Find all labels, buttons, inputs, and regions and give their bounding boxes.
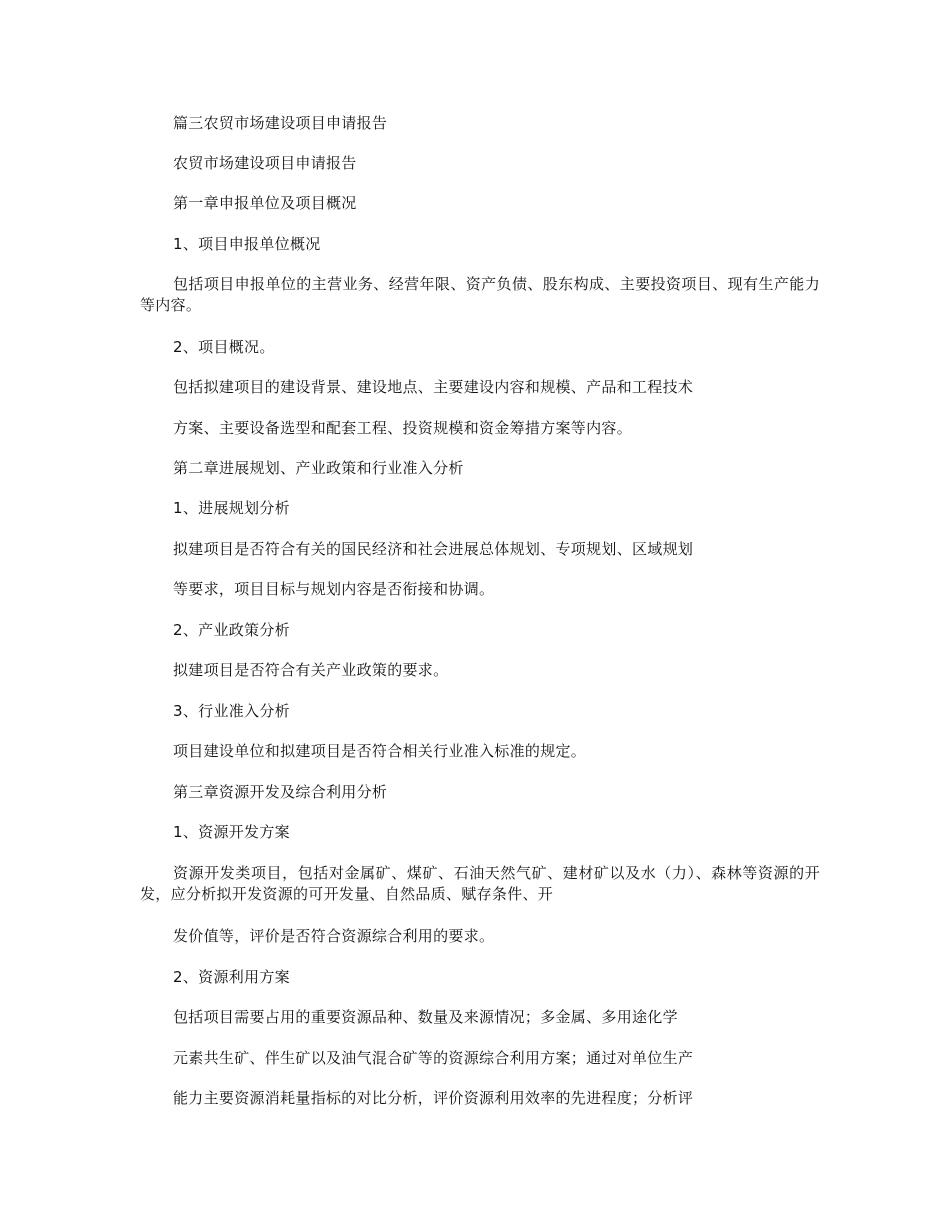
chapter-heading: 第一章申报单位及项目概况 (173, 194, 357, 212)
section-heading: 1、项目申报单位概况 (173, 235, 321, 253)
paragraph: 资源开发类项目，包括对金属矿、煤矿、石油天然气矿、建材矿以及水（力）、森林等资源的开发，应分析拟开发资源的可开发量、自然品质、赋存条件、开 (140, 864, 820, 903)
paragraph: 拟建项目是否符合有关的国民经济和社会进展总体规划、专项规划、区域规划 (173, 540, 694, 558)
document-title: 篇三农贸市场建设项目申请报告 (173, 114, 388, 132)
paragraph: 发价值等，评价是否符合资源综合利用的要求。 (173, 927, 495, 945)
paragraph: 包括项目需要占用的重要资源品种、数量及来源情况；多金属、多用途化学 (173, 1008, 678, 1026)
paragraph: 包括项目申报单位的主营业务、经营年限、资产负债、股东构成、主要投资项目、现有生产能力等内容。 (140, 275, 820, 314)
paragraph: 等要求，项目目标与规划内容是否衔接和协调。 (173, 580, 495, 598)
chapter-heading: 第二章进展规划、产业政策和行业准入分析 (173, 459, 464, 477)
report-title: 农贸市场建设项目申请报告 (173, 154, 357, 172)
paragraph: 方案、主要设备选型和配套工程、投资规模和资金筹措方案等内容。 (173, 419, 633, 437)
paragraph: 项目建设单位和拟建项目是否符合相关行业准入标准的规定。 (173, 742, 587, 760)
section-heading: 1、进展规划分析 (173, 499, 290, 517)
paragraph: 包括拟建项目的建设背景、建设地点、主要建设内容和规模、产品和工程技术 (173, 378, 694, 396)
paragraph: 拟建项目是否符合有关产业政策的要求。 (173, 661, 449, 679)
paragraph: 元素共生矿、伴生矿以及油气混合矿等的资源综合利用方案；通过对单位生产 (173, 1049, 694, 1067)
section-heading: 2、项目概况。 (173, 338, 275, 356)
section-heading: 2、资源利用方案 (173, 968, 290, 986)
paragraph: 能力主要资源消耗量指标的对比分析，评价资源利用效率的先进程度；分析评 (173, 1089, 694, 1107)
section-heading: 1、资源开发方案 (173, 823, 290, 841)
section-heading: 3、行业准入分析 (173, 702, 290, 720)
section-heading: 2、产业政策分析 (173, 621, 290, 639)
chapter-heading: 第三章资源开发及综合利用分析 (173, 783, 388, 801)
